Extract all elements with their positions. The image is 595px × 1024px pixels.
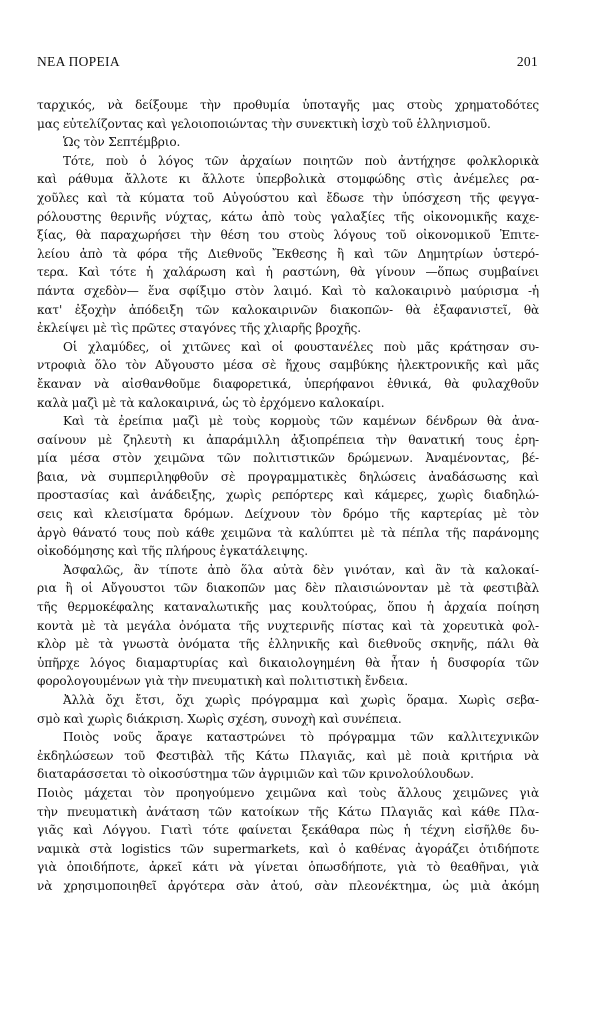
text-line: Ἀλλὰ ὄχι ἔτσι, ὄχι χωρὶς πρόγραμμα καὶ χωρὶς ὅραμα. Χωρὶς σεβα- xyxy=(63,693,539,707)
text-line: ταρχικός, νὰ δείξουμε τὴν προθυμία ὑποταγῆς μας στοὺς χρηματοδότες xyxy=(37,98,539,112)
text-line: βαια, νὰ συμπεριληφθοῦν σὲ προγραμματικὲς δηλώσεις ἀναδάσωσης καὶ xyxy=(37,469,539,484)
text-line: ρόλουστης θερινῆς νύχτας, κάτω ἀπὸ τοὺς γαλαξίες τῆς οἰκονομικῆς καχε- xyxy=(37,209,539,224)
running-title: ΝΕΑ ΠΟΡΕΙΑ xyxy=(37,54,120,69)
text-line: τῆς θερμοκέφαλης καταναλωτικῆς μας κουλτούρας, ὅπου ἡ ἀρχαία ποίηση xyxy=(37,600,539,615)
text-line: Ἀσφαλῶς, ἂν τίποτε ἀπὸ ὅλα αὐτὰ δὲν γινόταν, καὶ ἂν τὰ καλοκαί- xyxy=(63,562,539,577)
text-line: Τότε, ποὺ ὁ λόγος τῶν ἀρχαίων ποιητῶν ποὺ ἀντήχησε φολκλορικὰ xyxy=(63,153,539,168)
text-line: ντροφιὰ ὅλο τὸν Αὔγουστο μέσα σὲ ἤχους σαμβύκης ἠλεκτρονικῆς καὶ μᾶς xyxy=(37,358,539,373)
text-line: Ποιὸς νοῦς ἄραγε καταστρώνει τὸ πρόγραμμα τῶν καλλιτεχνικῶν xyxy=(63,730,539,745)
text-line: καλὰ μαζὶ μὲ τὰ καλοκαιρινά, ὡς τὸ ἐρχόμενο καλοκαίρι. xyxy=(37,395,385,410)
text-line: οἰκοδόμησης καὶ τῆς πλήρους ἐγκατάλειψης. xyxy=(37,544,308,559)
page-number: 201 xyxy=(516,54,538,69)
running-header xyxy=(37,54,538,70)
text-line: σεις καὶ κλεισίματα δρόμων. Δείχνουν τὸν δρόμο τῆς καρτερίας μὲ τὸν xyxy=(37,507,539,522)
text-line: διαταράσσεται τὸ οἰκοσύστημα τῶν ἀγριμιῶν καὶ τῶν κρινολούλουδων. xyxy=(37,767,474,782)
text-line: ξίας, θὰ παραχωρήσει τὴν θέση του στοὺς λόγους τοῦ οἰκονομικοῦ Ἐπιτε- xyxy=(37,228,539,243)
text-line: τὴν πνευματικὴ ἀνάταση τῶν κατοίκων τῆς Κάτω Πλαγιᾶς καὶ κάθε Πλα- xyxy=(37,804,539,819)
text-line: Καὶ τὰ ἐρείπια μαζὶ μὲ τοὺς κορμοὺς τῶν καμένων δένδρων θὰ ἀνα- xyxy=(63,414,539,429)
text-line: μας εὐτελίζοντας καὶ γελοιοποιώντας τὴν συνεκτικὴ ἰσχὺ τοῦ ἑλληνισμοῦ. xyxy=(37,116,491,131)
text-line: κοντὰ μὲ τὰ μεγάλα ὀνόματα τῆς νυχτερινῆς πίστας καὶ τὰ χορευτικὰ φολ- xyxy=(37,618,539,633)
text-line: ὑπῆρχε λόγος διαμαρτυρίας καὶ δικαιολογημένη θὰ ἦταν ἡ δυσφορία τῶν xyxy=(37,655,539,670)
text-line: τερα. Καὶ τότε ἡ χαλάρωση καὶ ἡ ραστώνη, θὰ γίνουν —ὅπως συμβαίνει xyxy=(37,265,539,280)
text-line: σαίνουν μὲ ζηλευτὴ κι ἀπαράμιλλη ἀξιοπρέπεια τὴν θανατική τους ἐρη- xyxy=(37,432,539,447)
text-line: πάντα σχεδὸν— ἕνα σφίξιμο στὸν λαιμό. Καὶ τὸ καλοκαιρινὸ μαύρισμα -ἡ xyxy=(37,283,539,298)
text-line: ἐκδηλώσεων τοῦ Φεστιβὰλ τῆς Κάτω Πλαγιᾶς, καὶ μὲ ποιὰ κριτήρια νὰ xyxy=(37,748,539,763)
text-line: κλὸρ μὲ τὰ γνωστὰ ὀνόματα τῆς ἑλληνικῆς καὶ διεθνοῦς σκηνῆς, πάλι θὰ xyxy=(37,637,539,652)
text-line: κατ' ἐξοχὴν ἀπόδειξη τῶν καλοκαιρινῶν διακοπῶν- θὰ ἐξαφανιστεῖ, θὰ xyxy=(37,302,539,317)
text-line: σμὸ καὶ χωρὶς διάκριση. Χωρὶς σχέση, συνοχὴ καὶ συνέπεια. xyxy=(37,711,402,726)
text-line: γιὰ ὁποιδήποτε, ἀρκεῖ κάτι νὰ γίνεται ὁπωσδήποτε, γιὰ τὸ θεαθῆναι, γιὰ xyxy=(37,860,539,875)
text-line: καὶ ράθυμα ἄλλοτε κι ἄλλοτε ὑπερβολικὰ στομφώδης στὶς ἀνέμελες ρα- xyxy=(37,172,539,187)
text-line: ρια ἢ οἱ Αὔγουστοι τῶν διακοπῶν μας δὲν πλαισιώνονταν μὲ τὰ φεστιβὰλ xyxy=(37,581,539,596)
text-line: μία μέσα στὸν χειμῶνα τῶν πολιτιστικῶν δρώμενων. Ἀναμένοντας, βέ- xyxy=(37,451,539,466)
text-line: ἐκλείψει μὲ τὶς πρῶτες σταγόνες τῆς χλιαρῆς βροχῆς. xyxy=(37,321,362,336)
text-line: γιᾶς καὶ Λόγγου. Γιατὶ τότε φαίνεται ξεκάθαρα πὼς ἡ τέχνη εἰσῆλθε δυ- xyxy=(37,823,539,838)
text-line: νὰ χρησιμοποιηθεῖ ἀργότερα σὰν ἀτού, σὰν πλεονέκτημα, ὡς μιὰ ἀκόμη xyxy=(37,878,539,893)
text-line: λείου ἀπὸ τὰ φόρα τῆς Διεθνοῦς Ἔκθεσης ἢ καὶ τῶν Δημητρίων ὑστερό- xyxy=(37,246,539,261)
body-text xyxy=(37,96,539,896)
text-line: Ὡς τὸν Σεπτέμβριο. xyxy=(63,135,181,150)
text-line: ναμικὰ στὰ logistics τῶν supermarkets, καὶ ὁ καθένας ἀγοράζει ὁτιδήποτε xyxy=(37,841,539,856)
text-line: ἔκαναν νὰ αἰσθανθοῦμε διαφορετικά, ὑπερήφανοι ἐθνικά, θὰ φυλαχθοῦν xyxy=(37,376,539,391)
text-line: Οἱ χλαμύδες, οἱ χιτῶνες καὶ οἱ φουστανέλες ποὺ μᾶς κράτησαν συ- xyxy=(63,339,539,354)
text-line: φορολογουμένων γιὰ τὴν πνευματικὴ καὶ πολιτιστικὴ ἔνδεια. xyxy=(37,674,408,689)
text-line: Ποιὸς μάχεται τὸν προηγούμενο χειμῶνα καὶ τοὺς ἄλλους χειμῶνες γιὰ xyxy=(37,785,539,800)
text-line: χοῦλες καὶ τὰ κύματα τοῦ Αὐγούστου καὶ ἔδωσε τὴν ὑπόσχεση τῆς φεγγα- xyxy=(37,190,539,205)
text-line: ἀργὸ θάνατό τους ποὺ κάθε χειμῶνα τὰ καλύπτει μὲ τὰ πέπλα τῆς παράνομης xyxy=(37,525,539,540)
text-line: προστασίας καὶ ἀνάδειξης, χωρὶς ρεπόρτερς καὶ κάμερες, χωρὶς διαδηλώ- xyxy=(37,488,539,503)
